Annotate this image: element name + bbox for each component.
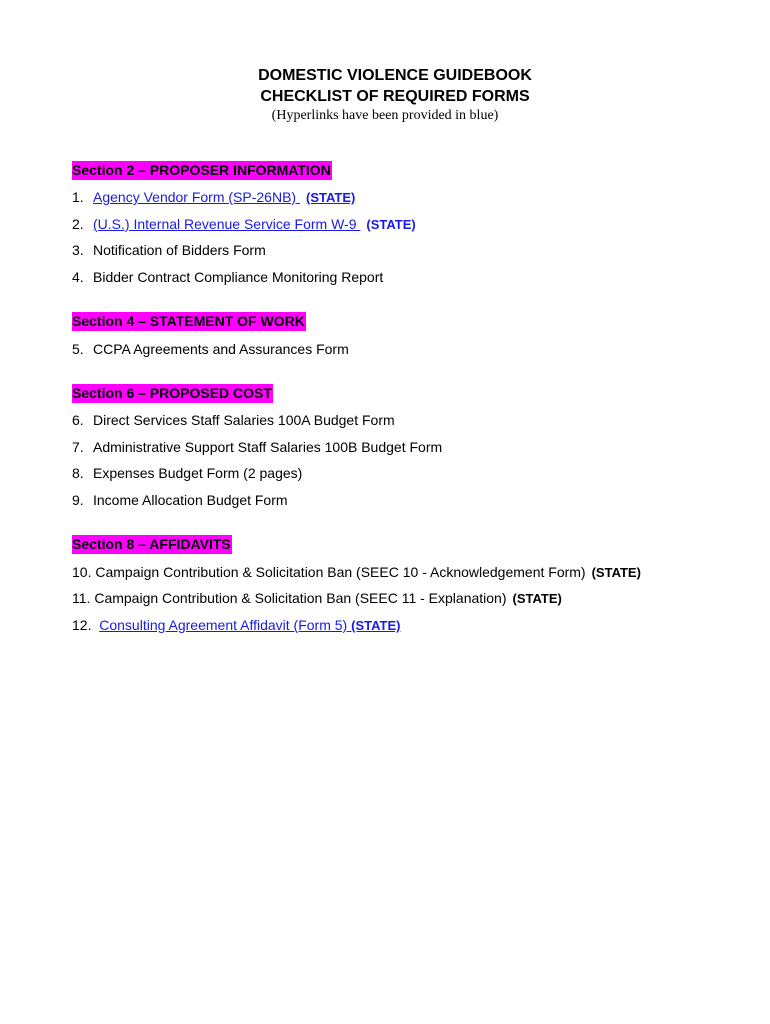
link-text: Agency Vendor Form (SP-26NB) — [93, 189, 297, 205]
item-number: 5. — [72, 341, 84, 357]
link-text: Consulting Agreement Affidavit (Form 5) — [99, 617, 348, 633]
item-text: Bidder Contract Compliance Monitoring Report — [93, 269, 384, 285]
item-text: Income Allocation Budget Form — [93, 492, 288, 508]
state-tag: (STATE) — [305, 190, 356, 205]
document-title-line1: DOMESTIC VIOLENCE GUIDEBOOK — [258, 67, 532, 84]
item-number: 4. — [72, 269, 84, 285]
state-tag: (STATE) — [512, 591, 562, 606]
item-number: 7. — [72, 439, 84, 455]
item-text: Administrative Support Staff Salaries 100B Budget Form — [93, 439, 443, 455]
item-text: Campaign Contribution & Solicitation Ban (SEEC 11 - Explanation) — [94, 590, 507, 606]
state-tag: (STATE) — [351, 618, 401, 633]
item-text: Direct Services Staff Salaries 100A Budget Form — [93, 412, 395, 428]
item-number: 3. — [72, 242, 84, 258]
item-number: 11. — [72, 590, 91, 606]
agency-vendor-form-link[interactable] — [93, 189, 355, 205]
item-text: CCPA Agreements and Assurances Form — [93, 341, 349, 357]
state-tag: (STATE) — [591, 565, 641, 580]
section-8-heading: Section 8 – AFFIDAVITS — [72, 536, 231, 552]
list-item — [72, 268, 383, 286]
list-item — [72, 616, 400, 635]
item-text: Expenses Budget Form (2 pages) — [93, 465, 303, 481]
item-text: Notification of Bidders Form — [93, 242, 266, 258]
link-text: (U.S.) Internal Revenue Service Form W-9 — [93, 216, 357, 232]
item-text: Campaign Contribution & Solicitation Ban (SEEC 10 - Acknowledgement Form) — [95, 564, 586, 580]
item-number: 12. — [72, 617, 92, 633]
section-6-heading: Section 6 – PROPOSED COST — [72, 385, 272, 401]
item-number: 9. — [72, 492, 84, 508]
item-number: 2. — [72, 216, 84, 232]
section-2-heading: Section 2 – PROPOSER INFORMATION — [72, 162, 331, 178]
item-number: 1. — [72, 189, 84, 205]
list-item — [72, 215, 416, 234]
list-item — [72, 340, 349, 358]
list-item — [72, 438, 442, 456]
list-item — [72, 464, 302, 482]
document-subtitle: (Hyperlinks have been provided in blue) — [271, 108, 499, 123]
list-item — [72, 491, 288, 509]
document-title-line2: CHECKLIST OF REQUIRED FORMS — [260, 88, 530, 105]
list-item — [72, 411, 395, 429]
item-number: 6. — [72, 412, 84, 428]
section-4-heading: Section 4 – STATEMENT OF WORK — [72, 313, 305, 329]
consulting-agreement-affidavit-link[interactable] — [99, 617, 400, 633]
list-item — [72, 589, 562, 608]
irs-w9-form-link[interactable] — [93, 216, 360, 232]
state-tag: (STATE) — [366, 217, 416, 232]
item-number: 10. — [72, 564, 92, 580]
list-item — [72, 563, 641, 582]
list-item — [72, 188, 355, 207]
item-number: 8. — [72, 465, 84, 481]
list-item — [72, 241, 266, 259]
